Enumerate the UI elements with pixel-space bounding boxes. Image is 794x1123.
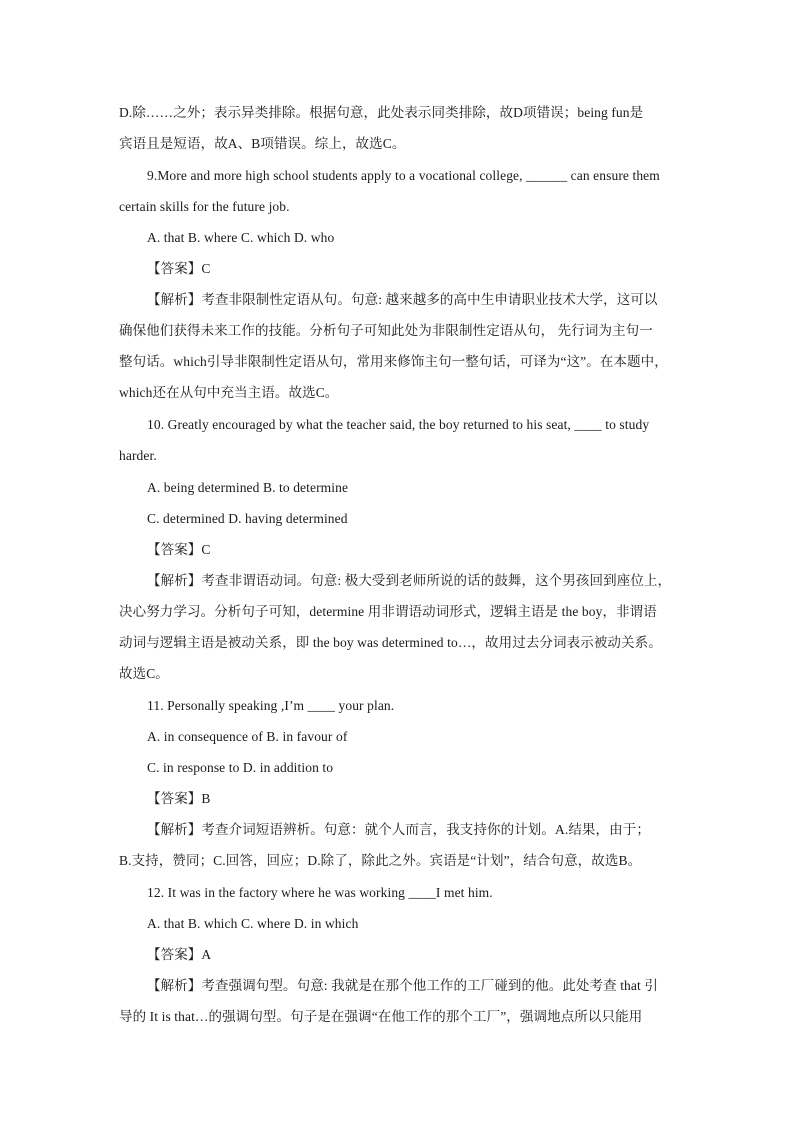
text-line: harder. bbox=[119, 448, 157, 463]
question-10-options: A. being determined B. to determine bbox=[147, 480, 349, 495]
text-line: which还在从句中充当主语。故选C。 bbox=[119, 385, 339, 400]
text-line: 故选C。 bbox=[119, 666, 169, 681]
question-9-stem: 9.More and more high school students apply to a vocational college, ______ can ensure them bbox=[147, 168, 660, 183]
question-10-options: C. determined D. having determined bbox=[147, 511, 348, 526]
answer-label: 【答案】C bbox=[147, 542, 211, 557]
question-11-stem: 11. Personally speaking ,I’m ____ your plan. bbox=[147, 698, 395, 713]
text-line: 整句话。which引导非限制性定语从句，常用来修饰主句一整句话，可译为“这”。在本题中， bbox=[119, 354, 668, 369]
analysis-text: 【解析】考查非限制性定语从句。句意: 越来越多的高中生申请职业技术大学，这可以 bbox=[147, 292, 658, 307]
text-line: D.除……之外；表示异类排除。根据句意，此处表示同类排除，故D项错误；being fun是 bbox=[119, 105, 644, 120]
answer-label: 【答案】A bbox=[147, 947, 212, 962]
question-10-stem: 10. Greatly encouraged by what the teacher said, the boy returned to his seat, ____ to study bbox=[147, 417, 650, 432]
question-11-options: C. in response to D. in addition to bbox=[147, 760, 334, 775]
analysis-text: 【解析】考查非谓语动词。句意: 极大受到老师所说的话的鼓舞，这个男孩回到座位上， bbox=[147, 573, 672, 588]
text-line: 决心努力学习。分析句子可知，determine 用非谓语动词形式，逻辑主语是 the boy，非谓语 bbox=[119, 604, 657, 619]
question-12-stem: 12. It was in the factory where he was working ____I met him. bbox=[147, 885, 493, 900]
text-line: certain skills for the future job. bbox=[119, 199, 290, 214]
text-line: 确保他们获得未来工作的技能。分析句子可知此处为非限制性定语从句， 先行词为主句一 bbox=[119, 323, 653, 338]
text-line: B.支持，赞同；C.回答，回应；D.除了，除此之外。宾语是“计划”，结合句意，故选B。 bbox=[119, 853, 642, 868]
answer-label: 【答案】C bbox=[147, 261, 211, 276]
text-line: 动词与逻辑主语是被动关系，即 the boy was determined to…，故用过去分词表示被动关系。 bbox=[119, 635, 662, 650]
answer-label: 【答案】B bbox=[147, 791, 211, 806]
text-line: 导的 It is that…的强调句型。句子是在强调“在他工作的那个工厂”，强调地点所以只能用 bbox=[119, 1009, 643, 1024]
analysis-text: 【解析】考查介词短语辨析。句意：就个人而言，我支持你的计划。A.结果，由于； bbox=[147, 822, 650, 837]
question-12-options: A. that B. which C. where D. in which bbox=[147, 916, 359, 931]
question-9-options: A. that B. where C. which D. who bbox=[147, 230, 335, 245]
text-line: 宾语且是短语，故A、B项错误。综上，故选C。 bbox=[119, 136, 406, 151]
question-11-options: A. in consequence of B. in favour of bbox=[147, 729, 348, 744]
analysis-text: 【解析】考查强调句型。句意: 我就是在那个他工作的工厂碰到的他。此处考查 that 引 bbox=[147, 978, 658, 993]
